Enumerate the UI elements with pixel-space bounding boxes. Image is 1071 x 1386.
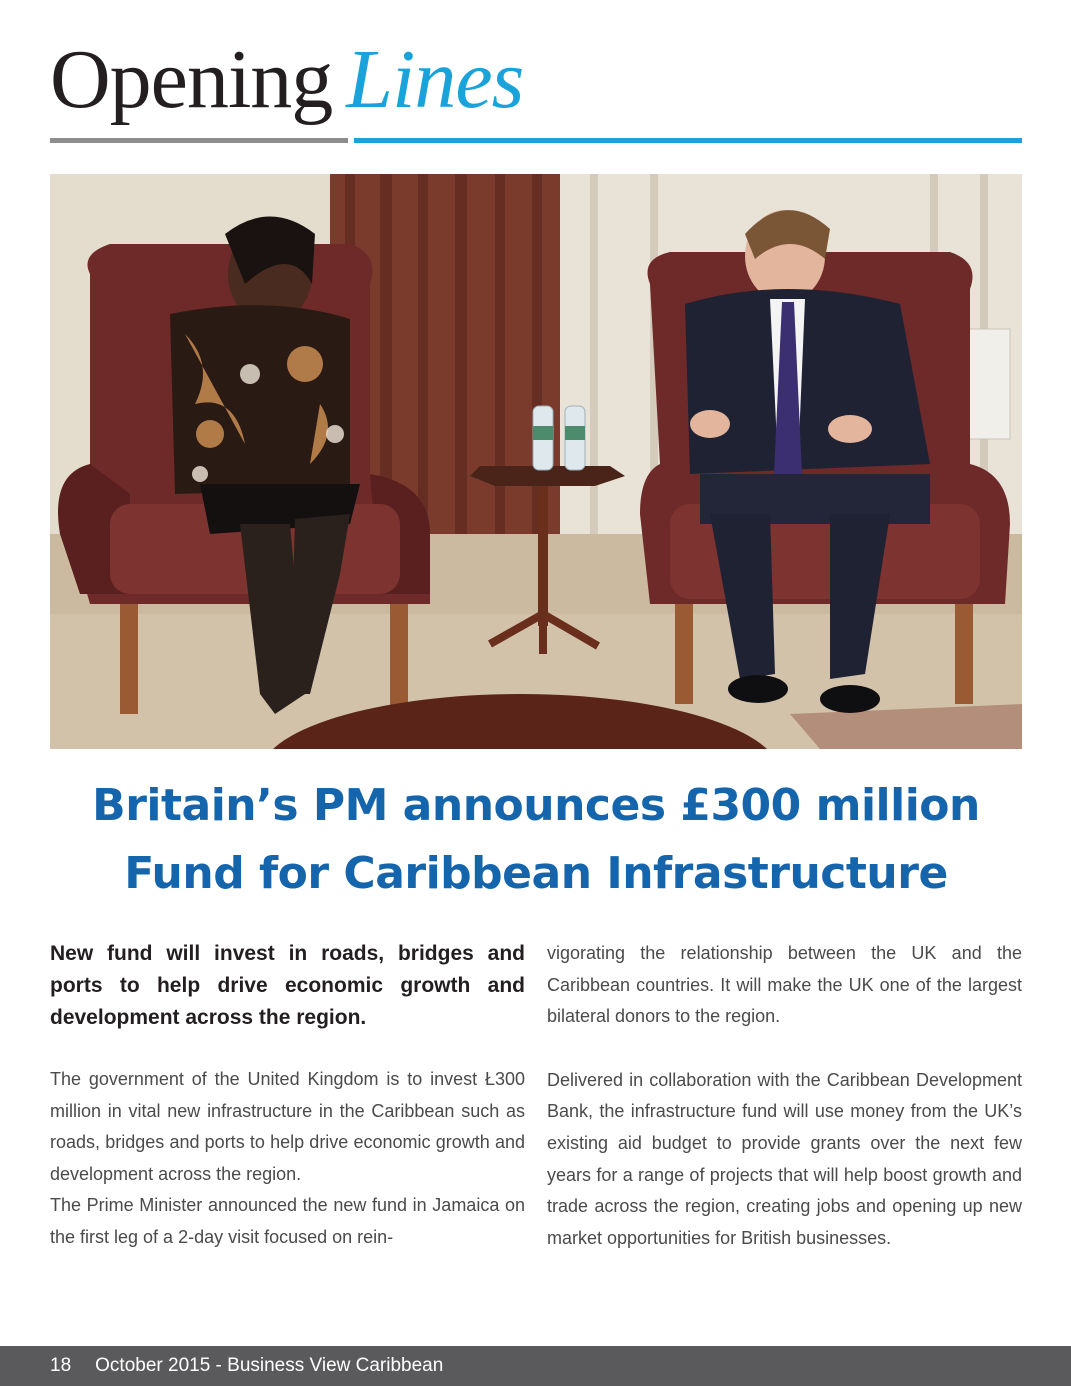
article-column-left [50, 938, 525, 1254]
paragraph-gap [547, 1033, 1022, 1065]
article-paragraph-2-start: The Prime Minister announced the new fund in Jamaica on the first leg of a 2-day visit focused on rein- [50, 1195, 525, 1247]
section-masthead [50, 33, 524, 138]
headline-line-1: Britain’s PM announces £300 million [92, 780, 980, 831]
article-headline [50, 772, 1022, 908]
masthead-rule-blue [354, 138, 1022, 143]
masthead-word-lines: Lines [346, 33, 524, 126]
issue-info: October 2015 - Business View Caribbean [95, 1355, 444, 1376]
article-paragraph-3: Delivered in collaboration with the Caribbean Development Bank, the infrastructure fund will use money from the UK’s existing aid budget to provide grants over the next few years for a range of projects that will help boost growth and trade across the region, creating jobs and opening up new market opportunities for British businesses. [547, 1069, 1022, 1248]
article-column-right [547, 938, 1022, 1254]
masthead-word-opening: Opening [50, 33, 333, 126]
article-lede: New fund will invest in roads, bridges and ports to help drive economic growth and development across the region. [50, 942, 525, 1029]
masthead-rule-grey [50, 138, 348, 143]
page-footer [0, 1346, 1071, 1386]
article-photo [50, 174, 1022, 749]
page-number: 18 [50, 1355, 72, 1376]
article-paragraph-1: The government of the United Kingdom is to invest Ł300 million in vital new infrastructure in the Caribbean such as roads, bridges and ports to help drive economic growth and development across the region. [50, 1069, 525, 1184]
article-paragraph-2-end: vigorating the relationship between the UK and the Caribbean countries. It will make the UK one of the largest bilateral donors to the region. [547, 943, 1022, 1027]
headline-line-2: Fund for Caribbean Infrastructure [124, 848, 948, 899]
